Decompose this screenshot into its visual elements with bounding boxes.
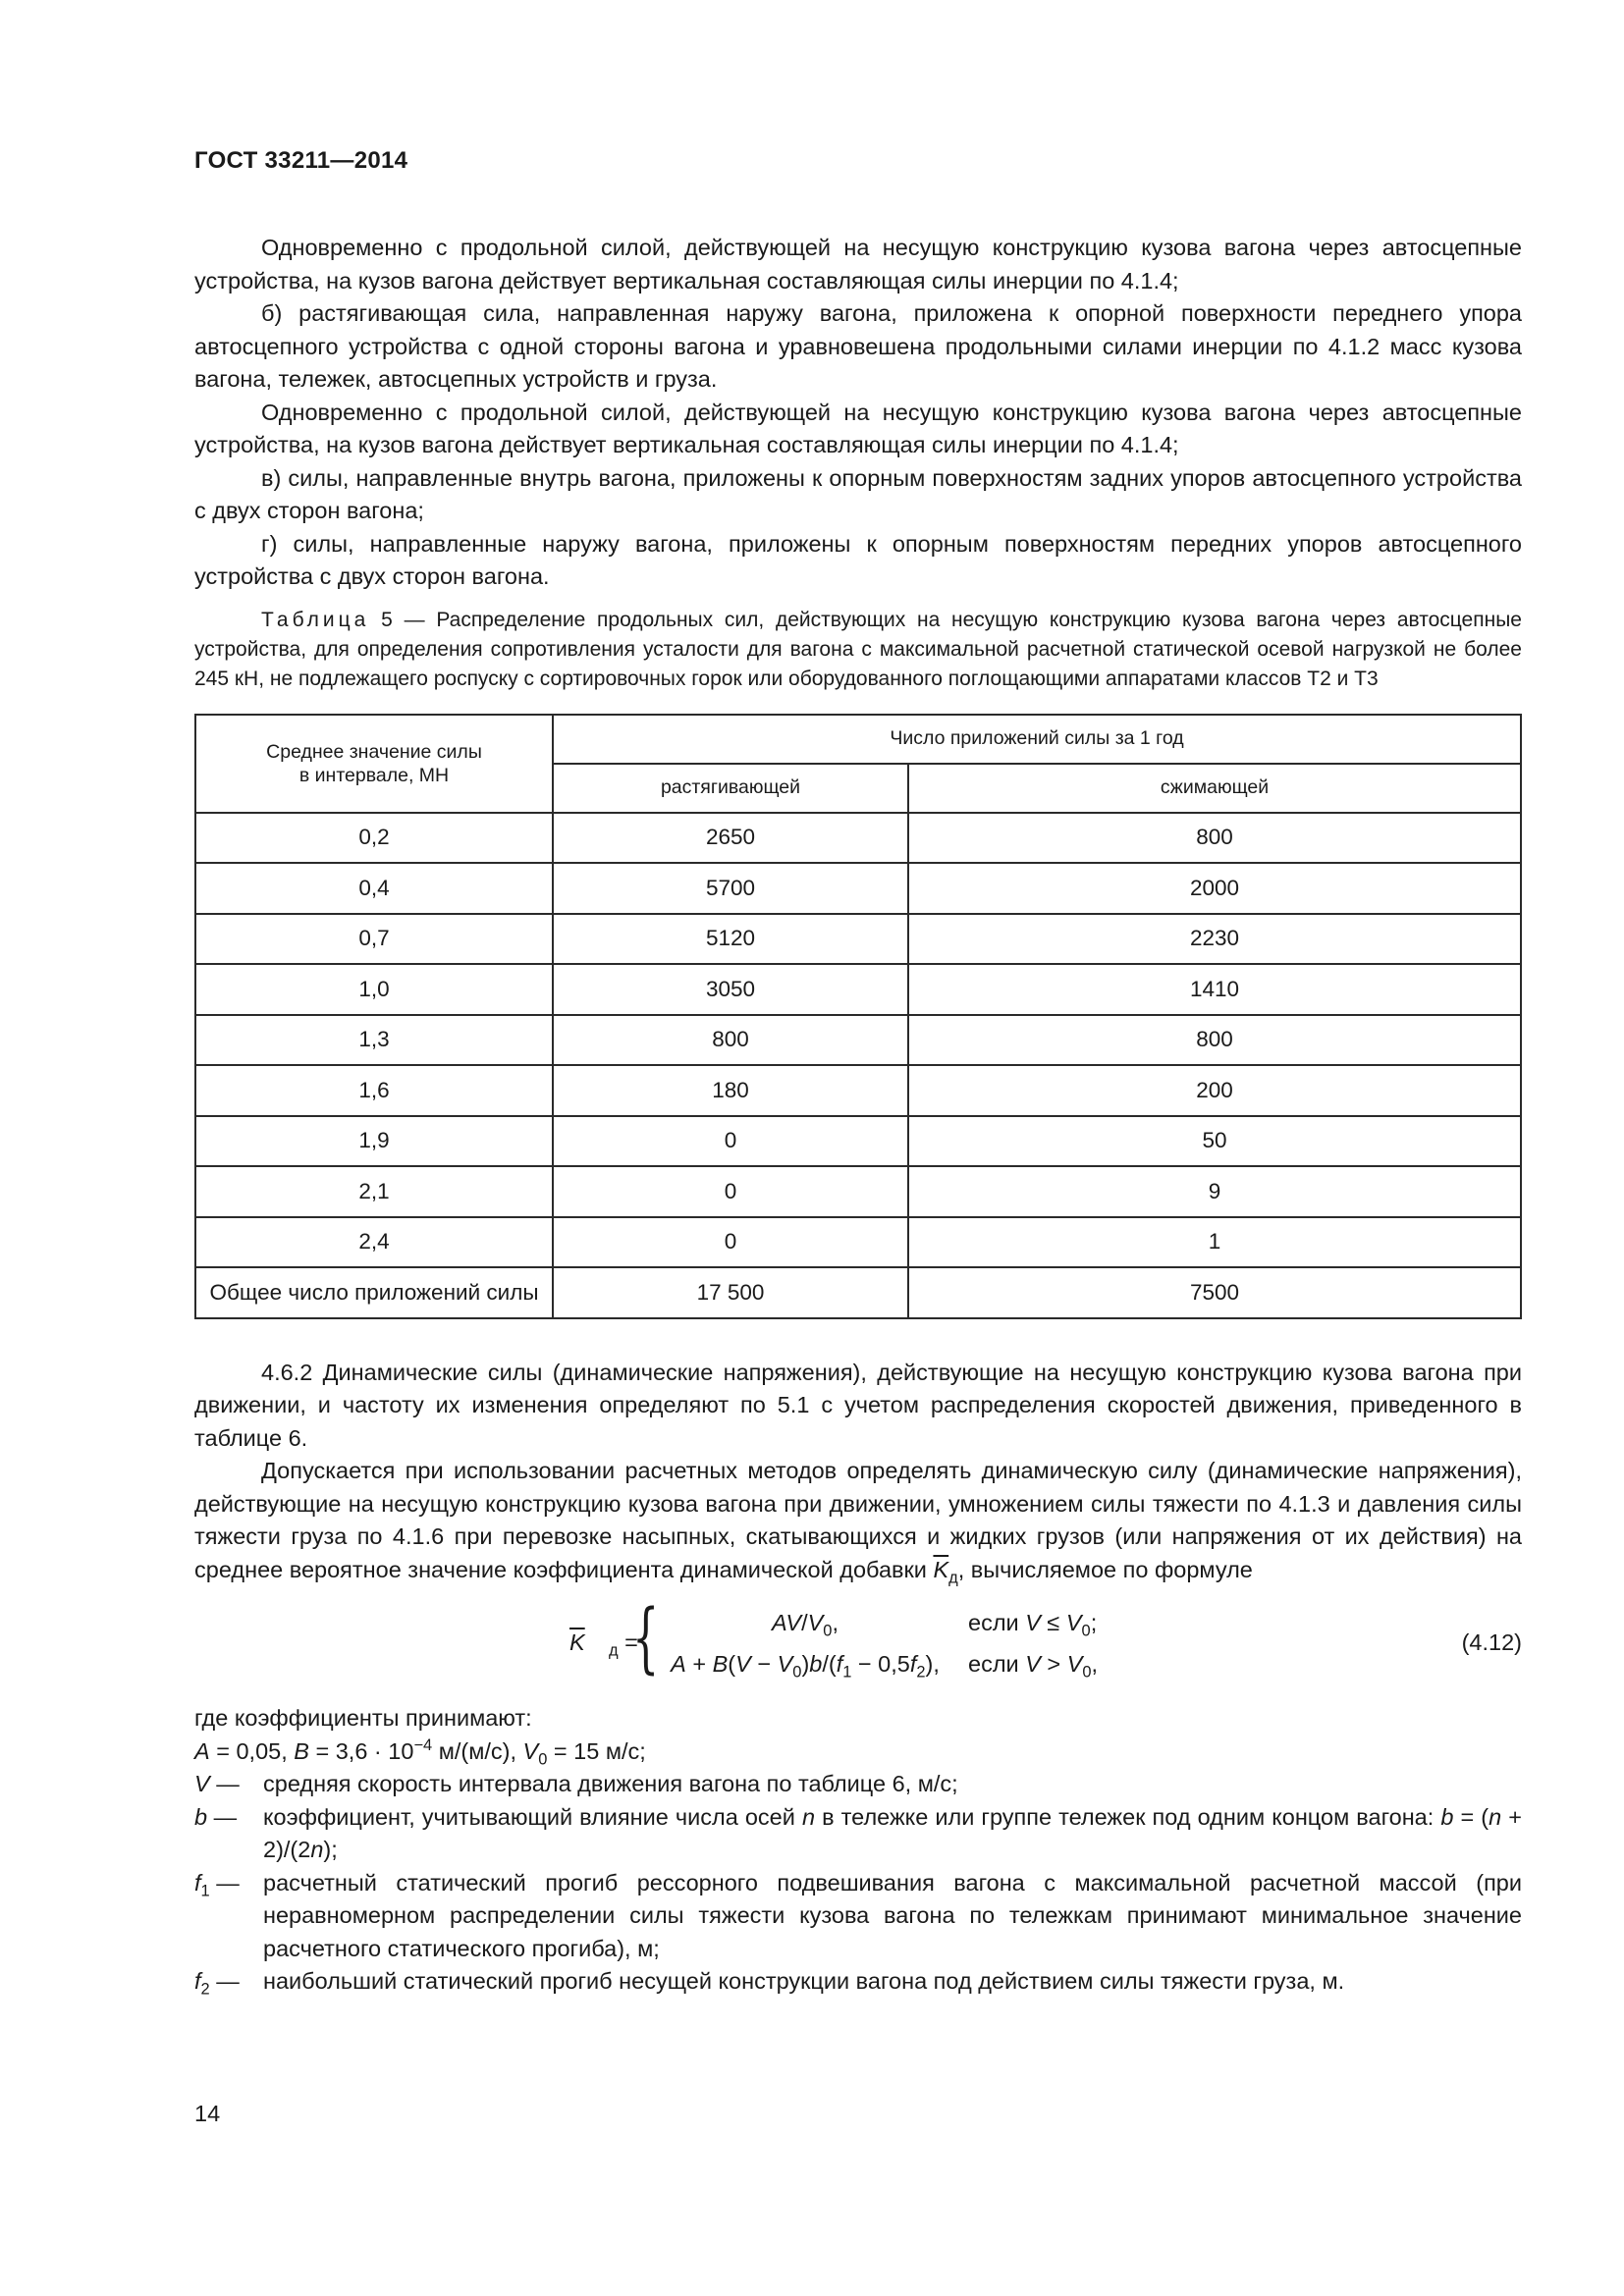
document-header: ГОСТ 33211—2014 (194, 147, 408, 174)
table-cell: 2,4 (195, 1217, 553, 1268)
table-cell: 800 (908, 1015, 1521, 1066)
column-header-tension: растягивающей (553, 764, 908, 813)
table-cell: 1,9 (195, 1116, 553, 1167)
definition-b: b — коэффициент, учитывающий влияние числа осей n в тележке или группе тележек под одним концом вагона: b = (n + 2)/(2n); (194, 1803, 1522, 1862)
table-cell: 3050 (553, 964, 908, 1015)
table-row (195, 863, 1521, 914)
paragraph: в) силы, направленные внутрь вагона, приложены к опорным поверхностям задних упоров автосцепного устройства с двух сторон вагона; (194, 464, 1522, 523)
column-group-header: Число приложений силы за 1 год (553, 715, 1521, 764)
table-cell: 2000 (908, 863, 1521, 914)
left-brace: { (632, 1594, 660, 1682)
table-cell: 180 (553, 1065, 908, 1116)
paragraph: Допускается при использовании расчетных методов определять динамическую силу (динамические напряжения), действующие на несущую конструкцию кузова вагона при движении, умножением силы тяжести по 4.1.3 и давления силы тяжести груза по 4.1.6 при перевозке насыпных, скатывающихся и жидких грузов (или напряжения от их действия) на среднее вероятное значение коэффициента динамической добавки $\overline{K}_д$, вычисляемое по формуле (194, 1458, 1522, 1587)
table-cell: Общее число приложений силы (195, 1267, 553, 1318)
formula-4-12: $\overline{K}$ $_д$ = { $AV/V_0$, если $V \le V_0$; $A + B(V - V_0)b/(f_1 - 0,5f_2)$, если $V > V_0$, (4.12) (569, 1594, 1522, 1682)
paragraph: 4.6.2 Динамические силы (динамические напряжения), действующие на несущую конструкцию кузова вагона при движении, и частоту их изменения определяют по 5.1 с учетом распределения скоростей движения, приведенного в таблице 6. (194, 1359, 1522, 1451)
table-row (195, 1166, 1521, 1217)
table-cell: 9 (908, 1166, 1521, 1217)
paragraph: Одновременно с продольной силой, действующей на несущую конструкцию кузова вагона через автосцепные устройства, на кузов вагона действует вертикальная составляющая силы инерции по 4.1.4; (194, 235, 1522, 294)
table-cell: 200 (908, 1065, 1521, 1116)
table-cell: 1410 (908, 964, 1521, 1015)
table-cell: 0,4 (195, 863, 553, 914)
table-cell: 800 (908, 813, 1521, 864)
table-caption-number: 5 (381, 608, 393, 631)
page-number: 14 (194, 2101, 221, 2126)
formula-number: (4.12) (1461, 1629, 1522, 1655)
table-cell: 0 (553, 1166, 908, 1217)
table-cell: 5700 (553, 863, 908, 914)
table-row (195, 964, 1521, 1015)
table-cell: 0,7 (195, 914, 553, 965)
paragraph: б) растягивающая сила, направленная наружу вагона, приложена к опорной поверхности переднего упора автосцепного устройства с одной стороны вагона и уравновешена продольными силами инерции по 4.1.2 масс кузова вагона, тележек, автосцепных устройств и груза. (194, 300, 1522, 392)
table-cell: 1 (908, 1217, 1521, 1268)
definition-f2: $f_2$ — наибольший статический прогиб несущей конструкции вагона под действием силы тяжести груза, м. (194, 1968, 1345, 1999)
table-cell: 17 500 (553, 1267, 908, 1318)
table-cell: 1,6 (195, 1065, 553, 1116)
table-cell: 5120 (553, 914, 908, 965)
table-cell: 800 (553, 1015, 908, 1066)
table-caption (194, 606, 1522, 694)
table-row (195, 914, 1521, 965)
table-caption-text: — Распределение продольных сил, действующих на несущую конструкцию кузова вагона через автосцепные устройства, для определения сопротивления усталости для вагона с максимальной расчетной статической осевой нагрузкой не более 245 кН, не подлежащего роспуску с сортировочных горок или оборудованного поглощающими аппаратами классов Т2 и Т3 (194, 608, 1522, 690)
table-row (195, 1015, 1521, 1066)
table-cell: 1,3 (195, 1015, 553, 1066)
definition-v: V — средняя скорость интервала движения вагона по таблице 6, м/с; (194, 1771, 958, 1796)
coefficient-definitions (194, 1702, 1522, 1999)
table-cell: 2230 (908, 914, 1521, 965)
table-cell: 0 (553, 1217, 908, 1268)
table-cell: 1,0 (195, 964, 553, 1015)
kd-symbol: $\overline{K}$ (933, 1556, 949, 1582)
table-cell: 50 (908, 1116, 1521, 1167)
column-header-compression: сжимающей (908, 764, 1521, 813)
paragraph: Одновременно с продольной силой, действующей на несущую конструкцию кузова вагона через автосцепные устройства, на кузов вагона действует вертикальная составляющая силы инерции по 4.1.4; (194, 399, 1522, 457)
data-table (194, 714, 1522, 1319)
table-row (195, 1116, 1521, 1167)
coefficients-intro: где коэффициенты принимают: (194, 1705, 532, 1731)
definition-f1: $f_1$ — расчетный статический прогиб рессорного подвешивания вагона с максимальной расчетной массой (при неравномерном распределении силы тяжести кузова вагона по тележкам принимают минимальное значение расчетного статического прогиба), м; (194, 1869, 1522, 1961)
table-row (195, 813, 1521, 864)
table-cell: 0,2 (195, 813, 553, 864)
table-cell: 7500 (908, 1267, 1521, 1318)
document-page (194, 147, 1522, 1999)
coefficients-values: A = 0,05, $B = 3,6 \cdot 10^{-4}$ м/(м/с), $V_0 = 15$ м/с; (194, 1735, 646, 1769)
table-row (195, 1065, 1521, 1116)
table-cell: 2,1 (195, 1166, 553, 1217)
table-caption-label: Таблица (261, 608, 370, 631)
table-row (195, 1267, 1521, 1318)
paragraph: г) силы, направленные наружу вагона, приложены к опорным поверхностям передних упоров автосцепного устройства с двух сторон вагона. (194, 530, 1522, 589)
table-cell: 2650 (553, 813, 908, 864)
table-cell: 0 (553, 1116, 908, 1167)
table-row (195, 1217, 1521, 1268)
column-header-force: Среднее значение силы в интервале, МН (195, 715, 553, 813)
